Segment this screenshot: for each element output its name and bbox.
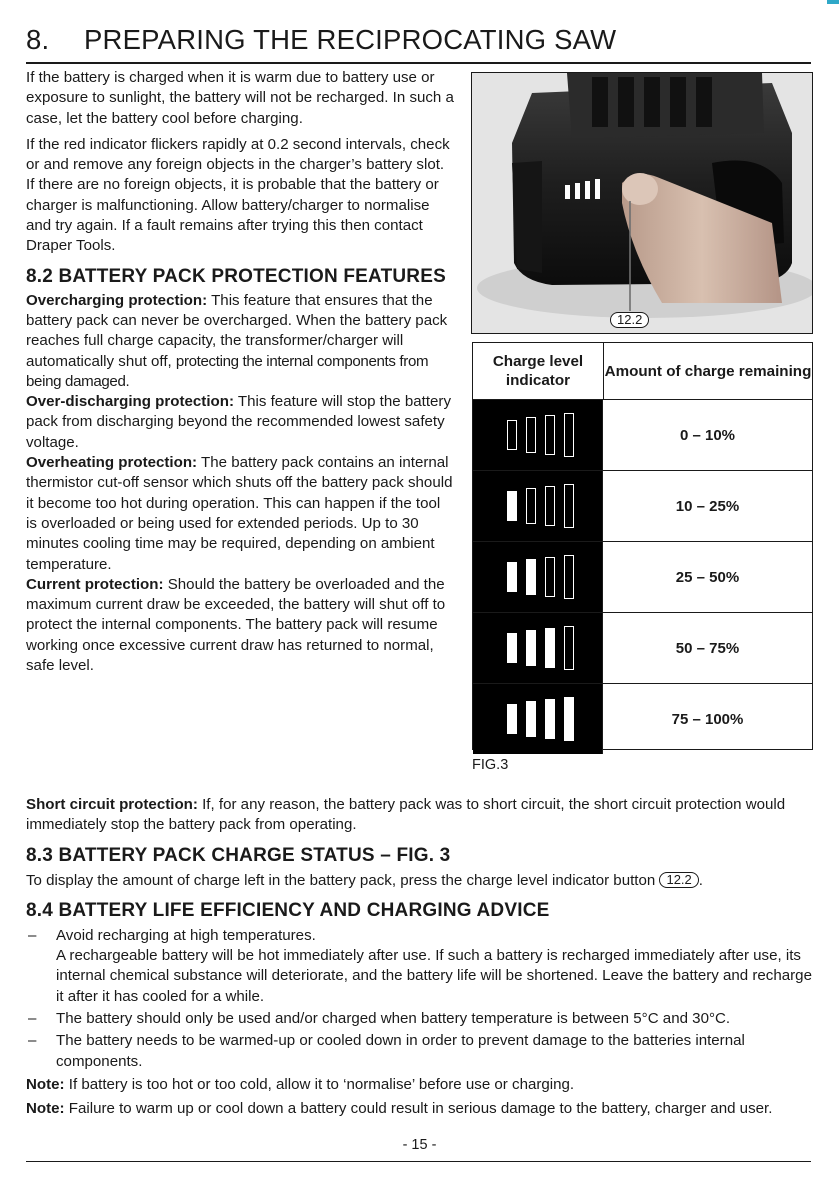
list-item [26, 926, 816, 1007]
section-title [26, 24, 816, 56]
charge-status-end: . [698, 871, 703, 889]
indicator-bar-lit [545, 699, 555, 739]
overcharging-text-tail: protecting the internal components from being damaged. [26, 352, 429, 390]
amount-remaining-cell: 25 – 50% [675, 568, 740, 586]
charge-indicator-cell [473, 400, 603, 470]
paragraph-overcharging [26, 291, 454, 392]
charge-indicator-cell [473, 613, 603, 683]
list-item: – The battery needs to be warmed-up or cooled down in order to prevent damage to the batteries internal components. [26, 1031, 816, 1072]
paragraph-overheating [26, 453, 454, 575]
current-text: Should the battery be overloaded and the maximum current draw be exceeded, the battery will shut off to protect the internal components. The battery pack will resume working once excessive current draw has returned to normal, safe level. [26, 575, 446, 675]
bullet1-line2: A rechargeable battery will be hot immediately after use. If such a battery is recharged immediately after use, its internal chemical substance will deteriorate, and the battery life will be shortened. Leave the battery and recharge it after it has cooled for a while. [56, 947, 812, 1005]
table-row [473, 400, 812, 471]
table-row [473, 613, 812, 684]
table-header [473, 343, 812, 400]
bullet1-line1: Avoid recharging at high temperatures. [56, 926, 316, 944]
indicator-bar-unlit [545, 486, 555, 526]
note-label: Note: [26, 1075, 65, 1093]
note-2 [26, 1099, 816, 1119]
section-title-text: PREPARING THE RECIPROCATING SAW [84, 24, 617, 55]
charge-indicator-cell [473, 684, 603, 754]
full-width-block [26, 795, 816, 1120]
short-circuit-label: Short circuit protection: [26, 796, 198, 813]
heading-8-4: 8.4 BATTERY LIFE EFFICIENCY AND CHARGING ADVICE [26, 899, 550, 921]
left-column [26, 68, 454, 676]
indicator-bar-unlit [526, 488, 536, 524]
charge-status-text: To display the amount of charge left in the battery pack, press the charge level indicator button [26, 871, 660, 889]
paragraph-red-indicator: If the red indicator flickers rapidly at 0.2 second intervals, check or and remove any foreign objects in the charger’s battery slot. If there are no foreign objects, it is probable that the battery or charger is malfunctioning. Allow battery/charger to normalise and try again. If a fault remains after trying this then contact Draper Tools. [26, 135, 450, 255]
amount-remaining-cell: 75 – 100% [671, 710, 744, 728]
page-number: - 15 - [402, 1137, 437, 1153]
overdischarging-text: This feature will stop the battery pack from discharging beyond the recommended lowest safety voltage. [26, 393, 451, 451]
indicator-bar-unlit [564, 484, 574, 528]
overheating-label: Overheating protection: [26, 454, 198, 472]
indicator-bars [507, 555, 574, 599]
top-accent-bar [827, 0, 839, 4]
bottom-rule [26, 1161, 811, 1162]
list-item: – The battery should only be used and/or charged when battery temperature is between 5°C and 30°C. [26, 1009, 816, 1029]
table-row [473, 471, 812, 542]
amount-remaining-cell: 50 – 75% [675, 639, 740, 657]
figure-label: FIG.3 [472, 757, 509, 773]
overcharging-text: This feature that ensures that the battery pack can never be overcharged. When the battery pack reaches full charge capacity, the transformer/charger will automatically shut off, [26, 291, 448, 370]
indicator-bar-lit [507, 562, 517, 592]
amount-remaining-cell: 0 – 10% [679, 426, 736, 444]
overheating-text: The battery pack contains an internal thermistor cut-off sensor which shuts off the battery pack should it become too hot during operation. This can happen if the tool is overloaded or being used for extended periods. Up to 30 minutes cooling time may be required, depending on ambient temperature. [26, 454, 453, 573]
header-charge-level: Charge level indicator [473, 343, 604, 399]
short-circuit-text: If, for any reason, the battery pack was to short circuit, the short circuit protection would immediately stop the battery pack from operating. [26, 796, 786, 834]
indicator-bar-unlit [526, 417, 536, 453]
indicator-bar-lit [507, 633, 517, 663]
charge-indicator-cell [473, 542, 603, 612]
table-row [473, 684, 812, 754]
indicator-bar-lit [507, 491, 517, 521]
header-amount-remaining: Amount of charge remaining [604, 362, 812, 380]
battery-illustration [472, 73, 812, 333]
indicator-bar-unlit [545, 415, 555, 455]
paragraph-short-circuit [26, 795, 816, 836]
title-rule [26, 62, 811, 64]
charge-indicator-cell [473, 471, 603, 541]
callout-12-2: 12.2 [610, 312, 649, 328]
heading-8-2: 8.2 BATTERY PACK PROTECTION FEATURES [26, 265, 446, 287]
paragraph-overdischarging [26, 392, 454, 453]
battery-photo [471, 72, 813, 334]
note-1 [26, 1075, 816, 1095]
current-label: Current protection: [26, 575, 164, 593]
indicator-bars [507, 484, 574, 528]
indicator-bar-unlit [507, 420, 517, 450]
indicator-bar-unlit [564, 626, 574, 670]
indicator-bar-unlit [545, 557, 555, 597]
indicator-bar-lit [545, 628, 555, 668]
indicator-bar-lit [526, 630, 536, 666]
note-label: Note: [26, 1100, 65, 1118]
indicator-bar-lit [564, 697, 574, 741]
overdischarging-label: Over-discharging protection: [26, 393, 234, 411]
indicator-bar-lit [526, 559, 536, 595]
table-row [473, 542, 812, 613]
indicator-bars [507, 697, 574, 741]
charge-level-table [472, 342, 813, 750]
section-number: 8. [26, 24, 50, 55]
paragraph-current [26, 575, 454, 676]
indicator-bars [507, 626, 574, 670]
amount-remaining-cell: 10 – 25% [675, 497, 740, 515]
table-rows [473, 400, 812, 754]
note2-text: Failure to warm up or cool down a battery could result in serious damage to the battery, charger and user. [64, 1100, 773, 1118]
heading-8-3: 8.3 BATTERY PACK CHARGE STATUS – FIG. 3 [26, 844, 451, 866]
indicator-bar-unlit [564, 413, 574, 457]
indicator-bars [507, 413, 574, 457]
inline-callout-12-2: 12.2 [659, 872, 698, 888]
indicator-bar-unlit [564, 555, 574, 599]
note1-text: If battery is too hot or too cold, allow it to ‘normalise’ before use or charging. [64, 1075, 575, 1093]
advice-list [26, 926, 816, 1072]
overcharging-label: Overcharging protection: [26, 291, 208, 309]
indicator-bar-lit [507, 704, 517, 734]
paragraph-warm-battery: If the battery is charged when it is warm due to battery use or exposure to sunlight, the battery will not be recharged. In such a case, let the battery cool before charging. [26, 69, 454, 127]
indicator-bar-lit [526, 701, 536, 737]
paragraph-charge-status [26, 871, 816, 891]
